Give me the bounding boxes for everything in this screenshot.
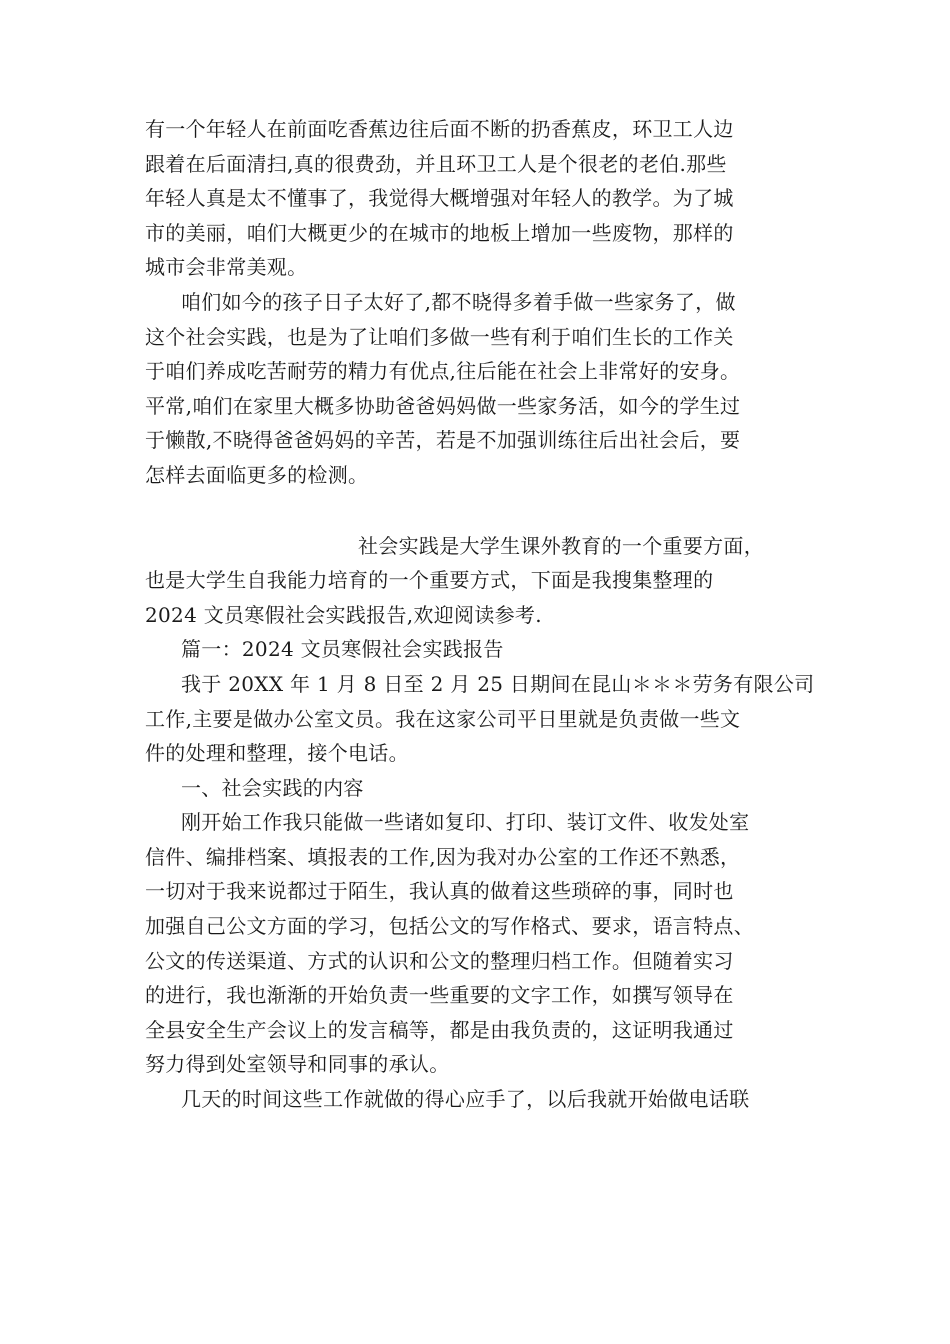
text-line: 几天的时间这些工作就做的得心应手了，以后我就开始做电话联 (181, 1087, 750, 1112)
text-line: 于懒散,不晓得爸爸妈妈的辛苦，若是不加强训练往后出社会后，要 (145, 428, 741, 453)
text-line: 的进行，我也渐渐的开始负责一些重要的文字工作，如撰写领导在 (145, 983, 734, 1008)
text-line: 全县安全生产会议上的发言稿等，都是由我负责的，这证明我通过 (145, 1017, 734, 1042)
text-line: 件的处理和整理，接个电话。 (145, 741, 409, 766)
text-line: 这个社会实践，也是为了让咱们多做一些有利于咱们生长的工作关 (145, 324, 734, 349)
subsection-heading (145, 771, 807, 806)
text-line: 公文的传送渠道、方式的认识和公文的整理归档工作。但随着实习 (145, 948, 734, 973)
section-heading (145, 632, 807, 667)
text-line: 信件、编排档案、填报表的工作,因为我对办公室的工作还不熟悉， (145, 844, 741, 869)
text-line: 城市会非常美观。 (145, 255, 308, 280)
paragraph (145, 529, 807, 633)
text-line: 于咱们养成吃苦耐劳的精力有优点,往后能在社会上非常好的安身。 (145, 359, 741, 384)
paragraph (145, 667, 815, 771)
text-line: 咱们如今的孩子日子太好了,都不晓得多着手做一些家务了，做 (181, 289, 736, 314)
text-line: 市的美丽，咱们大概更少的在城市的地板上增加一些废物，那样的 (145, 220, 734, 245)
text-line: 篇一：2024 文员寒假社会实践报告 (181, 637, 504, 662)
paragraph-gap (145, 493, 807, 529)
paragraph (145, 805, 807, 1082)
text-line: 平常,咱们在家里大概多协助爸爸妈妈做一些家务活，如今的学生过 (145, 393, 741, 418)
text-line: 工作,主要是做办公室文员。我在这家公司平日里就是负责做一些文 (145, 706, 741, 731)
text-line: 刚开始工作我只能做一些诸如复印、打印、装订文件、收发处室 (181, 810, 750, 835)
paragraph (145, 1082, 807, 1117)
text-line: 怎样去面临更多的检测。 (145, 462, 369, 487)
text-line: 加强自己公文方面的学习，包括公文的写作格式、要求，语言特点、 (145, 914, 754, 939)
paragraph (145, 112, 807, 285)
text-line: 跟着在后面清扫,真的很费劲，并且环卫工人是个很老的老伯.那些 (145, 151, 727, 176)
text-line: 年轻人真是太不懂事了，我觉得大概增强对年轻人的教学。为了城 (145, 186, 734, 211)
text-line: 社会实践是大学生课外教育的一个重要方面， (358, 533, 764, 558)
document-page (145, 112, 815, 1117)
text-line: 2024 文员寒假社会实践报告,欢迎阅读参考. (145, 602, 542, 627)
text-line: 我于 20XX 年 1 月 8 日至 2 月 25 日期间在昆山＊＊＊劳务有限公司 (181, 671, 815, 696)
text-line: 一切对于我来说都过于陌生，我认真的做着这些琐碎的事，同时也 (145, 879, 734, 904)
paragraph (145, 285, 807, 493)
text-line: 也是大学生自我能力培育的一个重要方式，下面是我搜集整理的 (145, 568, 714, 593)
text-line: 有一个年轻人在前面吃香蕉边往后面不断的扔香蕉皮，环卫工人边 (145, 117, 734, 141)
text-line: 一、社会实践的内容 (181, 775, 364, 800)
text-line: 努力得到处室领导和同事的承认。 (145, 1052, 450, 1077)
